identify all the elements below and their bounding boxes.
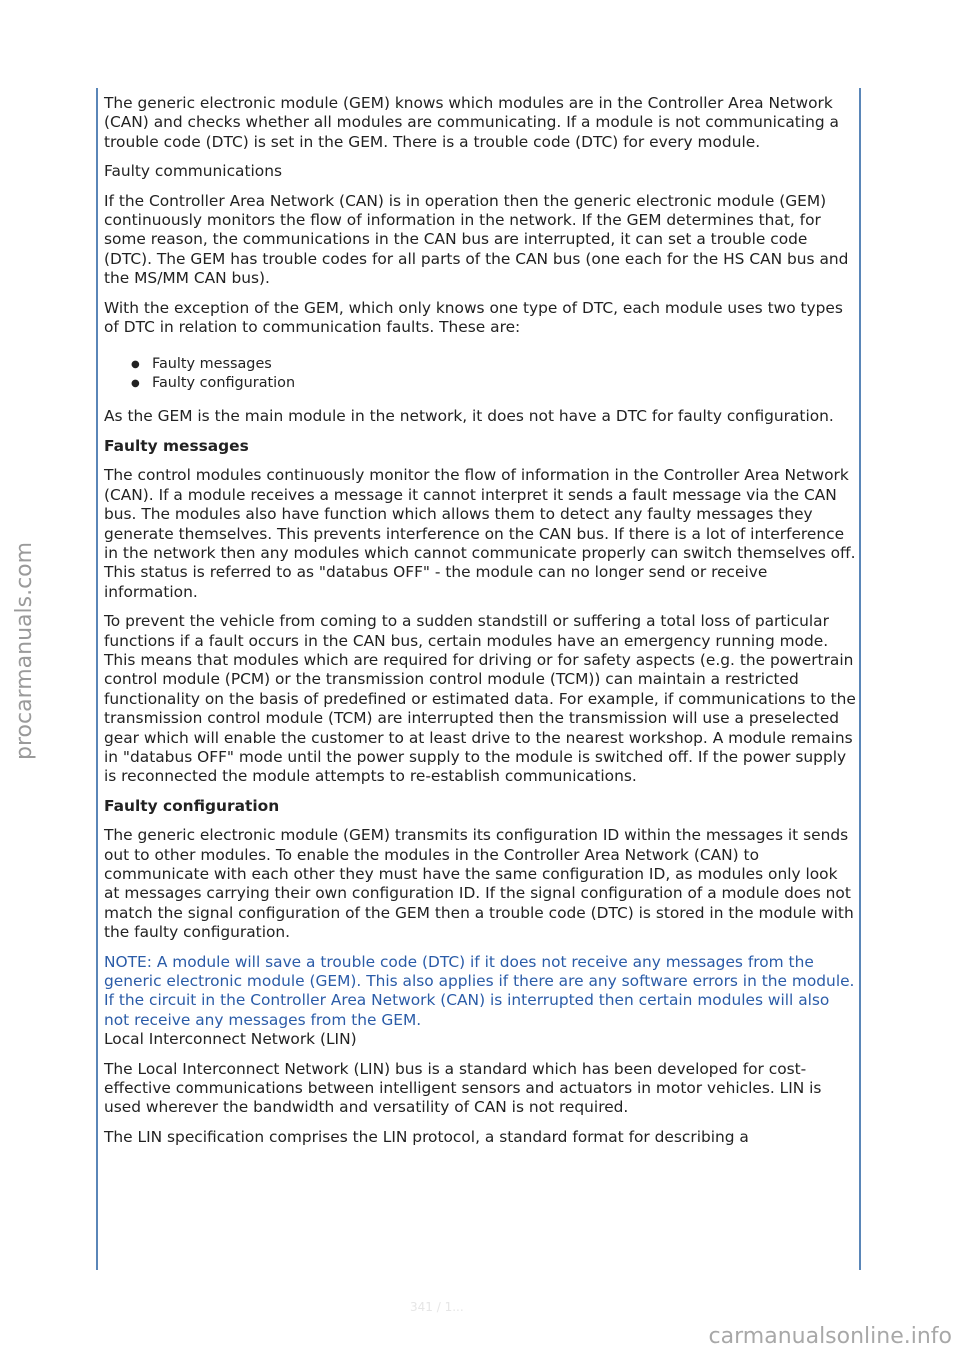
paragraph-faulty-communications: Faulty communications [104,162,282,181]
left-margin-rule [96,88,98,1270]
heading-faulty-configuration: Faulty configuration [104,796,280,815]
manual-page-content [104,94,856,1157]
dtc-type-list [131,355,856,393]
paragraph-can-monitoring: If the Controller Area Network (CAN) is in operation then the generic electronic module (GEM) continuously monitors the flow of information in the network. If the GEM determines that, for some reason, the communications in the CAN bus are interrupted, it can set a trouble code (DTC). The GEM has trouble codes for all parts of the CAN bus (one each for the HS CAN bus and the MS/MM CAN bus). [104,191,849,288]
paragraph-configuration-id: The generic electronic module (GEM) transmits its configuration ID within the messages it sends out to other modules. To enable the modules in the Controller Area Network (CAN) to communicate with each other they must have the same configuration ID, as modules only look at messages carrying their own configuration ID. If the signal configuration of a module does not match the signal configuration of the GEM then a trouble code (DTC) is stored in the module with the faulty configuration. [104,826,854,942]
bottom-watermark: carmanualsonline.info [708,1324,952,1349]
paragraph-dtc-types: With the exception of the GEM, which only knows one type of DTC, each module uses two types of DTC in relation to communication faults. These are: [104,298,843,337]
right-margin-rule [859,88,861,1270]
paragraph-lin-overview: The Local Interconnect Network (LIN) bus is a standard which has been developed for cost-effective communications between intelligent sensors and actuators in motor vehicles. LIN is used wherever the bandwidth and versatility of CAN is not required. [104,1059,822,1117]
paragraph-fault-messages: The control modules continuously monitor the flow of information in the Controller Area Network (CAN). If a module receives a message it cannot interpret it sends a fault message via the CAN bus. The modules also have function which allows them to detect any faulty messages they generate themselves. This prevents interference on the CAN bus. If there is a lot of interference in the network then any modules which cannot communicate properly can switch themselves off. This status is referred to as "databus OFF" - the module can no longer send or receive information. [104,466,856,601]
list-item: ● Faulty messages [131,355,856,374]
heading-faulty-messages: Faulty messages [104,436,249,455]
side-watermark: procarmanuals.com [12,541,37,760]
page-number: 341 / 1... [410,1300,464,1314]
note-text: NOTE: A module will save a trouble code (DTC) if it does not receive any messages from the generic electronic module (GEM). This also applies if there are any software errors in the module. If the circuit in the Controller Area Network (CAN) is interrupted then certain modules will also not receive any messages from the GEM. [104,952,855,1029]
paragraph-lin-specification: The LIN specification comprises the LIN protocol, a standard format for describing a [104,1127,749,1146]
paragraph-gem-overview: The generic electronic module (GEM) knows which modules are in the Controller Area Network (CAN) and checks whether all modules are communicating. If a module is not communicating a trouble code (DTC) is set in the GEM. There is a trouble code (DTC) for every module. [104,94,839,151]
list-item: ● Faulty configuration [131,374,856,393]
paragraph-gem-main-module: As the GEM is the main module in the network, it does not have a DTC for faulty configuration. [104,407,834,426]
paragraph-emergency-mode: To prevent the vehicle from coming to a sudden standstill or suffering a total loss of particular functions if a fault occurs in the CAN bus, certain modules have an emergency running mode. This means that modules which are required for driving or for safety aspects (e.g. the powertrain control module (PCM) or the transmission control module (TCM)) can maintain a restricted functionality on the basis of predefined or estimated data. For example, if communications to the transmission control module (TCM) are interrupted then the transmission will use a preselected gear which will enable the customer to at least drive to the nearest workshop. A module remains in "databus OFF" mode until the power supply to the module is switched off. If the power supply is reconnected the module attempts to re-establish communications. [104,612,856,786]
heading-lin: Local Interconnect Network (LIN) [104,1030,357,1049]
